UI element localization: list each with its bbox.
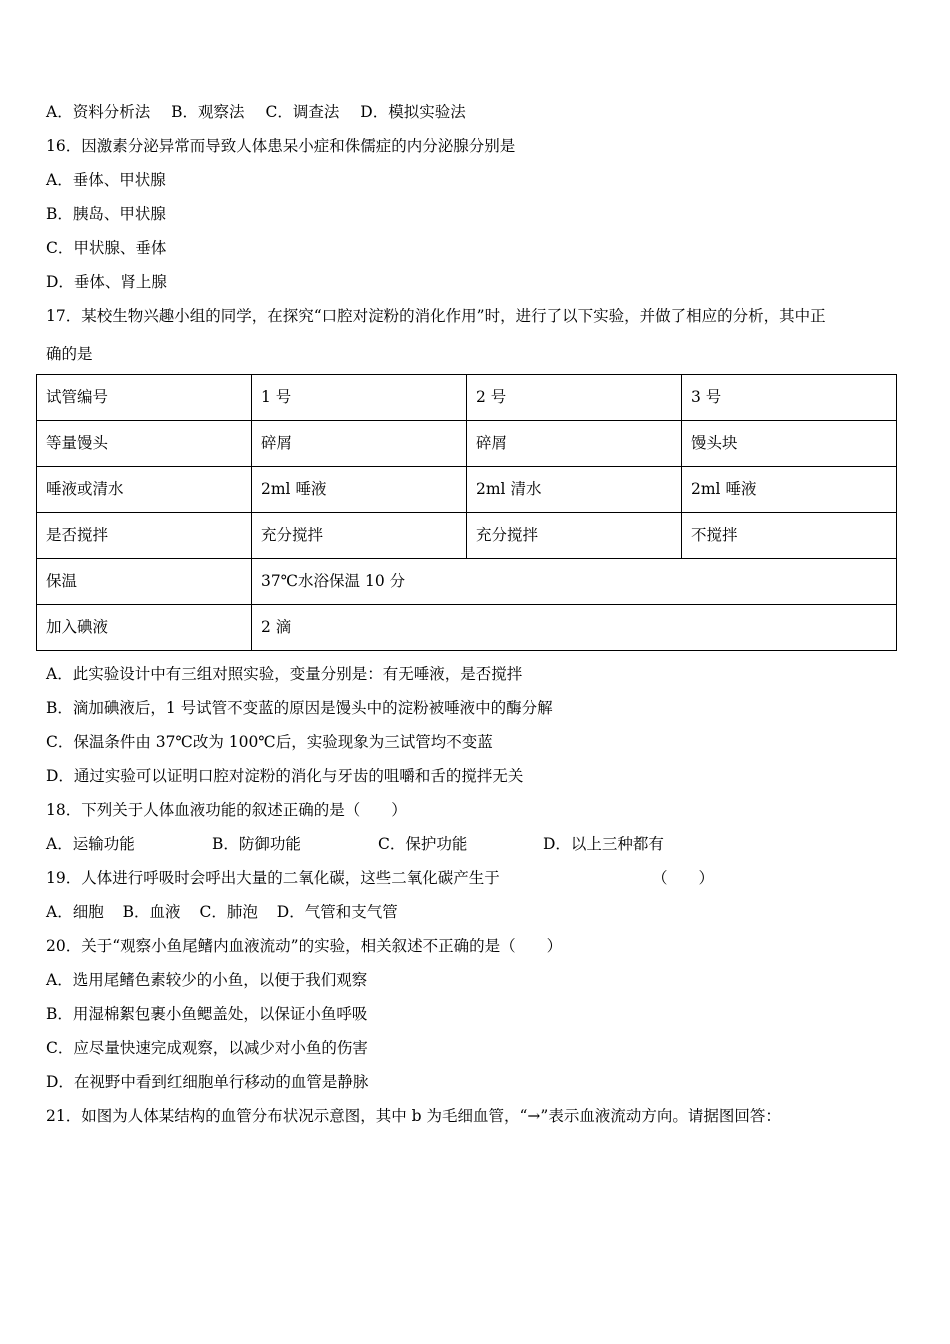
q15-option-d: D．模拟实验法 [360, 103, 466, 121]
q18-option-b: B．防御功能 [212, 835, 301, 853]
q18-option-a: A．运输功能 [46, 835, 135, 853]
q16-option-d: D．垂体、肾上腺 [46, 273, 167, 291]
table-cell: 唾液或清水 [37, 467, 252, 513]
q16-option-b: B．胰岛、甲状腺 [46, 205, 166, 223]
q18-option-d: D．以上三种都有 [543, 835, 664, 853]
q20-option-c: C．应尽量快速完成观察，以减少对小鱼的伤害 [46, 1039, 368, 1057]
q18-option-c: C．保护功能 [378, 835, 468, 853]
experiment-table [36, 374, 897, 651]
table-row [37, 421, 897, 467]
table-cell: 馒头块 [682, 421, 897, 467]
table-cell: 加入碘液 [37, 605, 252, 651]
table-row [37, 513, 897, 559]
q19-option-a: A．细胞 [46, 903, 104, 921]
q15-options [46, 102, 466, 122]
q17-stem-line2: 确的是 [46, 345, 93, 363]
table-cell: 是否搅拌 [37, 513, 252, 559]
table-cell: 3 号 [682, 375, 897, 421]
q19-options [46, 902, 398, 922]
q18-stem: 18．下列关于人体血液功能的叙述正确的是（ ） [46, 801, 407, 819]
table-cell: 等量馒头 [37, 421, 252, 467]
table-cell: 充分搅拌 [467, 513, 682, 559]
table-cell: 2 号 [467, 375, 682, 421]
table-cell: 37℃水浴保温 10 分 [252, 559, 897, 605]
q15-option-c: C．调查法 [265, 103, 340, 121]
q20-option-a: A．选用尾鳍色素较少的小鱼，以便于我们观察 [46, 971, 368, 989]
table-cell: 试管编号 [37, 375, 252, 421]
table-cell: 2 滴 [252, 605, 897, 651]
q19-option-c: C．肺泡 [199, 903, 258, 921]
q16-option-a: A．垂体、甲状腺 [46, 171, 166, 189]
table-row [37, 467, 897, 513]
q19-stem: 19．人体进行呼吸时会呼出大量的二氧化碳，这些二氧化碳产生于 [46, 869, 500, 887]
q17-option-b: B．滴加碘液后，1 号试管不变蓝的原因是馒头中的淀粉被唾液中的酶分解 [46, 699, 553, 717]
q16-option-c: C．甲状腺、垂体 [46, 239, 167, 257]
q20-option-d: D．在视野中看到红细胞单行移动的血管是静脉 [46, 1073, 369, 1091]
table-cell: 不搅拌 [682, 513, 897, 559]
table-cell: 充分搅拌 [252, 513, 467, 559]
q17-stem-line1: 17．某校生物兴趣小组的同学，在探究“口腔对淀粉的消化作用”时，进行了以下实验，并做了相应的分析，其中正 [46, 307, 826, 325]
q17-option-c: C．保温条件由 37℃改为 100℃后，实验现象为三试管均不变蓝 [46, 733, 493, 751]
table-cell: 碎屑 [467, 421, 682, 467]
q17-option-d: D．通过实验可以证明口腔对淀粉的消化与牙齿的咀嚼和舌的搅拌无关 [46, 767, 524, 785]
table-row [37, 559, 897, 605]
q15-option-b: B．观察法 [171, 103, 245, 121]
q16-stem: 16．因激素分泌异常而导致人体患呆小症和侏儒症的内分泌腺分别是 [46, 137, 516, 155]
q15-option-a: A．资料分析法 [46, 103, 151, 121]
q17-option-a: A．此实验设计中有三组对照实验，变量分别是：有无唾液，是否搅拌 [46, 665, 523, 683]
q19-option-b: B．血液 [122, 903, 181, 921]
table-row [37, 605, 897, 651]
q20-option-b: B．用湿棉絮包裹小鱼鳃盖处，以保证小鱼呼吸 [46, 1005, 368, 1023]
q20-stem: 20．关于“观察小鱼尾鳍内血液流动”的实验，相关叙述不正确的是（ ） [46, 937, 563, 955]
table-cell: 1 号 [252, 375, 467, 421]
table-cell: 2ml 唾液 [682, 467, 897, 513]
q21-stem: 21．如图为人体某结构的血管分布状况示意图，其中 b 为毛细血管，“→”表示血液流动方向。请据图回答： [46, 1107, 781, 1125]
q19-option-d: D．气管和支气管 [276, 903, 398, 921]
table-row [37, 375, 897, 421]
table-cell: 2ml 清水 [467, 467, 682, 513]
table-cell: 碎屑 [252, 421, 467, 467]
table-cell: 保温 [37, 559, 252, 605]
q19-bracket: （ ） [652, 869, 715, 887]
table-cell: 2ml 唾液 [252, 467, 467, 513]
